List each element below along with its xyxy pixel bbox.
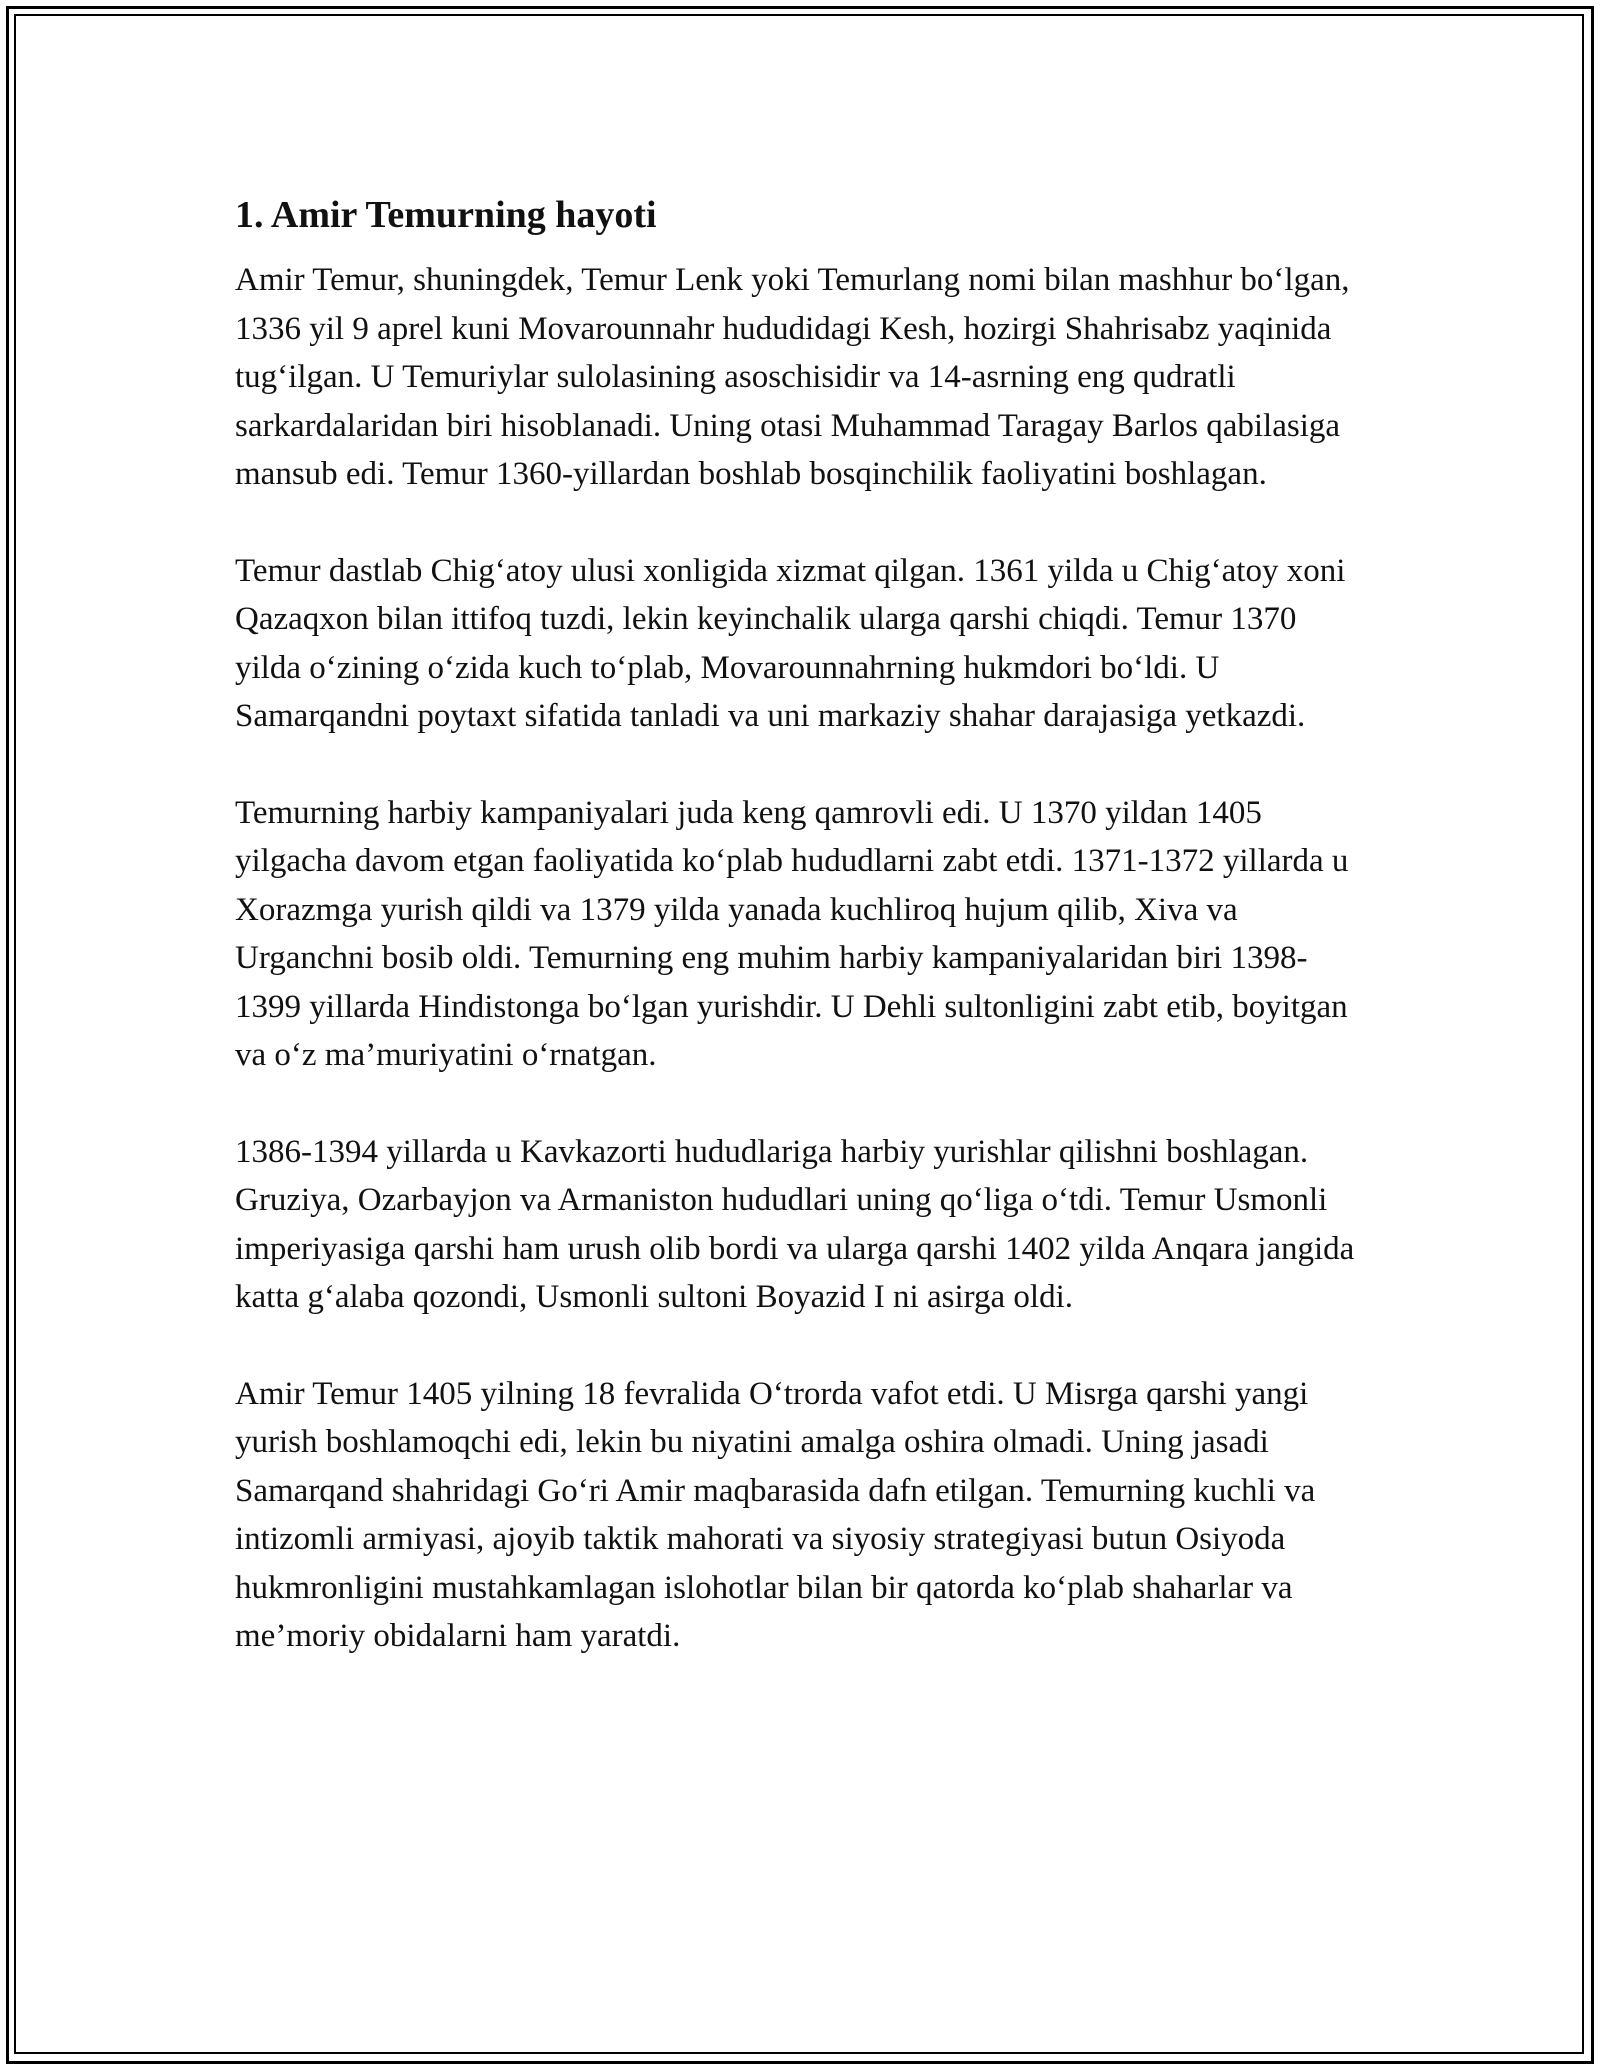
paragraph-3: Temurning harbiy kampaniyalari juda keng qamrovli edi. U 1370 yildan 1405 yilgacha davom etgan faoliyatida ko‘plab hududlarni zabt etdi. 1371-1372 yillarda u Xorazmga yurish qildi va 1379 yilda yanada kuchliroq hujum qilib, Xiva va Urganchni bosib oldi. Temurning eng muhim harbiy kampaniyalaridan biri 1398-1399 yillarda Hindistonga bo‘lgan yurishdir. U Dehli sultonligini zabt etib, boyitgan va o‘z ma’muriyatini o‘rnatgan. [235,794,1349,1073]
paragraph-4: 1386-1394 yillarda u Kavkazorti hududlariga harbiy yurishlar qilishni boshlagan. Gruziya, Ozarbayjon va Armaniston hududlari uning qo‘liga o‘tdi. Temur Usmonli imperiyasiga qarshi ham urush olib bordi va ularga qarshi 1402 yilda Anqara jangida katta g‘alaba qozondi, Usmonli sultoni Boyazid I ni asirga oldi. [235,1133,1355,1315]
section-heading: 1. Amir Temurning hayoti [235,194,657,236]
paragraph-1: Amir Temur, shuningdek, Temur Lenk yoki Temurlang nomi bilan mashhur bo‘lgan, 1336 yil 9 aprel kuni Movarounnahr hududidagi Kesh, hozirgi Shahrisabz yaqinida tug‘ilgan. U Temuriylar sulolasining asoschisidir va 14-asrning eng qudratli sarkardalaridan biri hisoblanadi. Uning otasi Muhammad Taragay Barlos qabilasiga mansub edi. Temur 1360-yillardan boshlab bosqinchilik faoliyatini boshlagan. [235,262,1350,492]
paragraph-2: Temur dastlab Chig‘atoy ulusi xonligida xizmat qilgan. 1361 yilda u Chig‘atoy xoni Qazaqxon bilan ittifoq tuzdi, lekin keyinchalik ularga qarshi chiqdi. Temur 1370 yilda o‘zining o‘zida kuch to‘plab, Movarounnahrning hukmdori bo‘ldi. U Samarqandni poytaxt sifatida tanladi va uni markaziy shahar darajasiga yetkazdi. [235,552,1346,734]
document-body [235,190,1370,1661]
paragraph-5: Amir Temur 1405 yilning 18 fevralida O‘trorda vafot etdi. U Misrga qarshi yangi yurish boshlamoqchi edi, lekin bu niyatini amalga oshira olmadi. Uning jasadi Samarqand shahridagi Go‘ri Amir maqbarasida dafn etilgan. Temurning kuchli va intizomli armiyasi, ajoyib taktik mahorati va siyosiy strategiyasi butun Osiyoda hukmronligini mustahkamlagan islohotlar bilan bir qatorda ko‘plab shaharlar va me’moriy obidalarni ham yaratdi. [235,1375,1316,1654]
